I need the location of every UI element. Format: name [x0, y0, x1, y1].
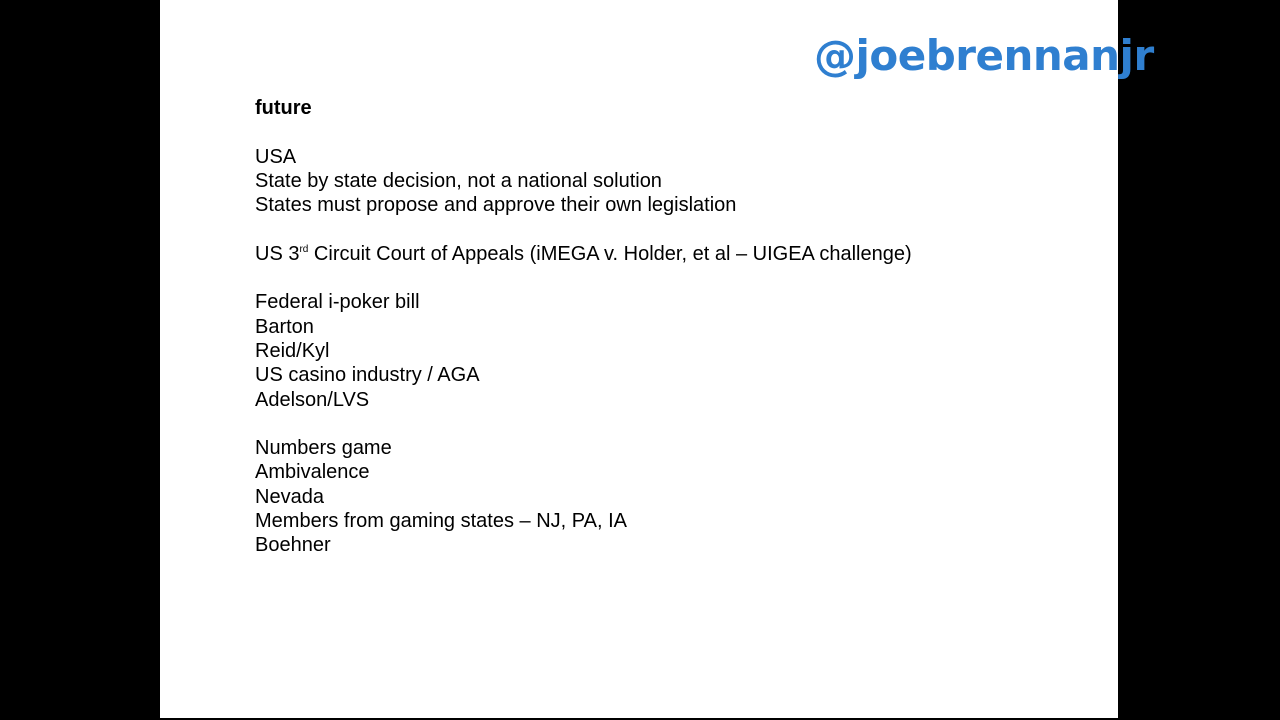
slide-title: future	[255, 97, 312, 119]
federal-line: Adelson/LVS	[255, 388, 370, 411]
court-prefix: US 3	[255, 242, 300, 265]
slide	[160, 0, 1154, 718]
spacer	[255, 412, 912, 436]
numbers-line: Members from gaming states – NJ, PA, IA	[255, 510, 627, 533]
usa-line: States must propose and approve their own legislation	[255, 194, 737, 217]
spacer	[255, 217, 912, 241]
numbers-line: Boehner	[255, 534, 331, 557]
spacer	[255, 120, 912, 144]
slide-content	[255, 96, 912, 558]
numbers-line: Numbers game	[255, 437, 392, 460]
twitter-handle-logo: @joebrennanjr	[814, 31, 1154, 80]
usa-line: State by state decision, not a national solution	[255, 169, 662, 192]
numbers-line: Nevada	[255, 485, 324, 508]
usa-heading: USA	[255, 145, 297, 168]
federal-line: Reid/Kyl	[255, 339, 330, 362]
federal-line: US casino industry / AGA	[255, 364, 480, 387]
federal-line: Federal i-poker bill	[255, 291, 420, 314]
court-ordinal-suffix: rd	[299, 243, 309, 255]
federal-line: Barton	[255, 315, 314, 338]
court-rest: Circuit Court of Appeals (iMEGA v. Holder, et al – UIGEA challenge)	[308, 242, 912, 265]
numbers-line: Ambivalence	[255, 461, 370, 484]
spacer	[255, 266, 912, 290]
court-line	[255, 242, 912, 266]
